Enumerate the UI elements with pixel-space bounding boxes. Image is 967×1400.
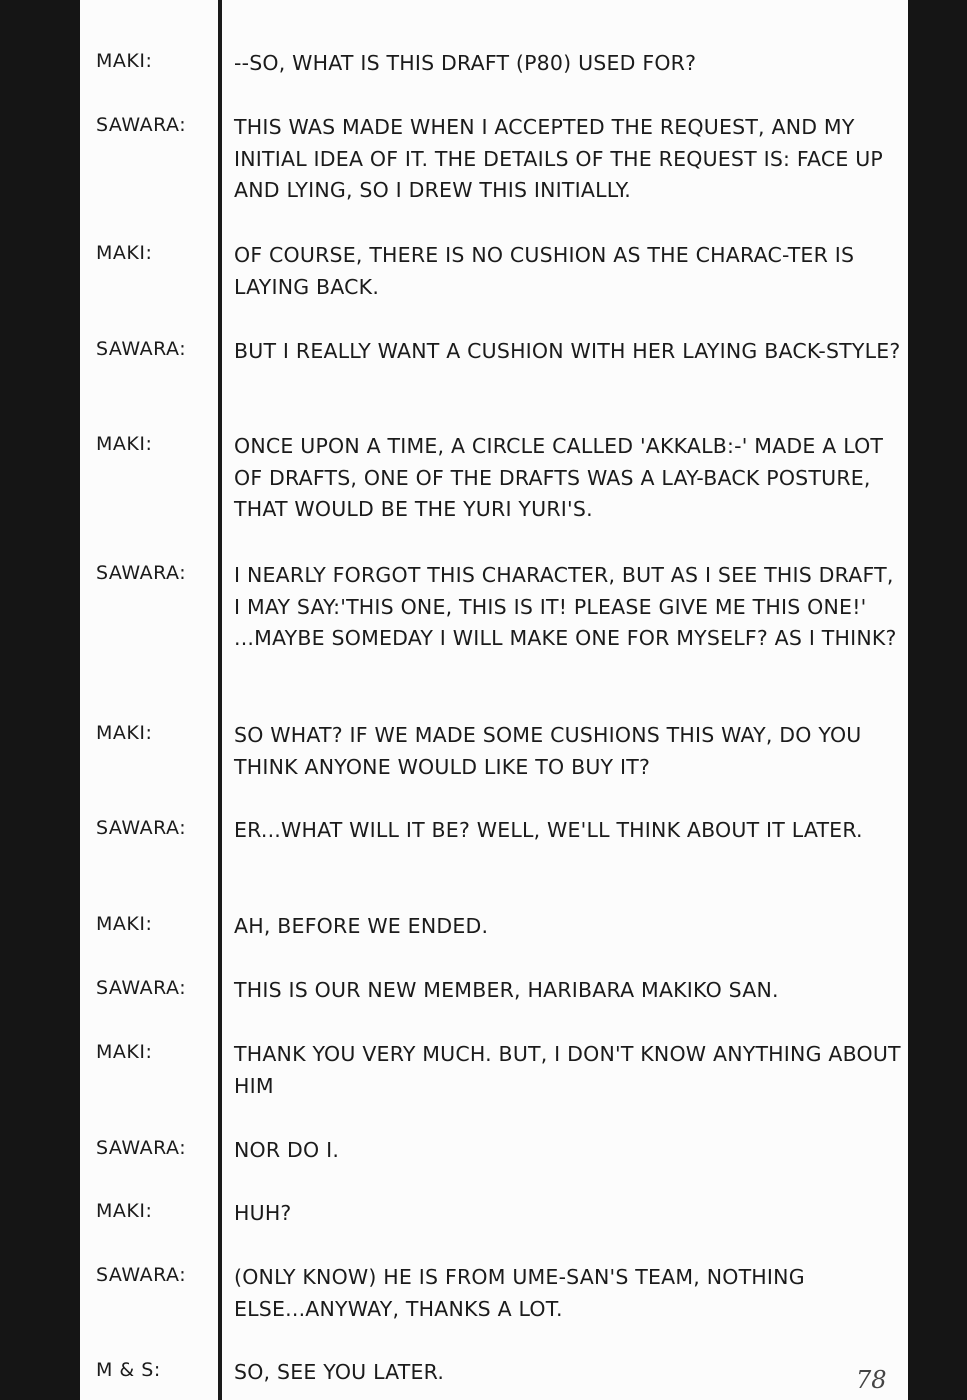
speaker-name: MAKI: bbox=[96, 1041, 153, 1063]
speaker-name: MAKI: bbox=[96, 50, 153, 72]
speaker-name: MAKI: bbox=[96, 913, 153, 935]
dialogue-line: (ONLY KNOW) HE IS FROM UME-SAN'S TEAM, NOTHING ELSE...ANYWAY, THANKS A LOT. bbox=[234, 1265, 805, 1321]
dialogue-line: THIS IS OUR NEW MEMBER, HARIBARA MAKIKO SAN. bbox=[234, 978, 779, 1002]
speaker-name: MAKI: bbox=[96, 1200, 153, 1222]
dialogue-line: THIS WAS MADE WHEN I ACCEPTED THE REQUEST, AND MY INITIAL IDEA OF IT. THE DETAILS OF THE REQUEST IS: FACE UP AND LYING, SO I DREW THIS INITIALLY. bbox=[234, 115, 883, 202]
dialogue-line: ONCE UPON A TIME, A CIRCLE CALLED 'AKKALB:-' MADE A LOT OF DRAFTS, ONE OF THE DRAFTS WAS A LAY-BACK POSTURE, THAT WOULD BE THE YURI YURI'S. bbox=[234, 434, 884, 521]
column-divider bbox=[218, 0, 222, 1400]
speaker-name: SAWARA: bbox=[96, 114, 187, 136]
speaker-name: M & S: bbox=[96, 1359, 161, 1381]
speaker-name: MAKI: bbox=[96, 242, 153, 264]
speaker-name: SAWARA: bbox=[96, 1137, 187, 1159]
dialogue-line: NOR DO I. bbox=[234, 1138, 340, 1162]
right-border bbox=[908, 0, 967, 1400]
speaker-name: SAWARA: bbox=[96, 817, 187, 839]
dialogue-line: SO WHAT? IF WE MADE SOME CUSHIONS THIS WAY, DO YOU THINK ANYONE WOULD LIKE TO BUY IT? bbox=[234, 723, 862, 779]
dialogue-line: OF COURSE, THERE IS NO CUSHION AS THE CHARAC-TER IS LAYING BACK. bbox=[234, 243, 855, 299]
dialogue-line: SO, SEE YOU LATER. bbox=[234, 1360, 445, 1384]
speaker-name: MAKI: bbox=[96, 722, 153, 744]
dialogue-line: AH, BEFORE WE ENDED. bbox=[234, 914, 489, 938]
speaker-name: SAWARA: bbox=[96, 1264, 187, 1286]
dialogue-line: --SO, WHAT IS THIS DRAFT (P80) USED FOR? bbox=[234, 51, 697, 75]
speaker-name: SAWARA: bbox=[96, 338, 187, 360]
speaker-name: MAKI: bbox=[96, 433, 153, 455]
dialogue-line: I NEARLY FORGOT THIS CHARACTER, BUT AS I SEE THIS DRAFT, I MAY SAY:'THIS ONE, THIS IS IT! PLEASE GIVE ME THIS ONE!' ...MAYBE SOMEDAY I WILL MAKE ONE FOR MYSELF? AS I THINK? bbox=[234, 563, 897, 650]
page-area bbox=[80, 0, 908, 1400]
dialogue-line: BUT I REALLY WANT A CUSHION WITH HER LAYING BACK-STYLE? bbox=[234, 339, 901, 363]
dialogue-line: THANK YOU VERY MUCH. BUT, I DON'T KNOW ANYTHING ABOUT HIM bbox=[234, 1042, 901, 1098]
page-number: 78 bbox=[856, 1366, 887, 1394]
left-border bbox=[0, 0, 80, 1400]
speaker-name: SAWARA: bbox=[96, 562, 187, 584]
dialogue-line: HUH? bbox=[234, 1201, 292, 1225]
dialogue-line: ER...WHAT WILL IT BE? WELL, WE'LL THINK ABOUT IT LATER. bbox=[234, 818, 863, 842]
speaker-name: SAWARA: bbox=[96, 977, 187, 999]
